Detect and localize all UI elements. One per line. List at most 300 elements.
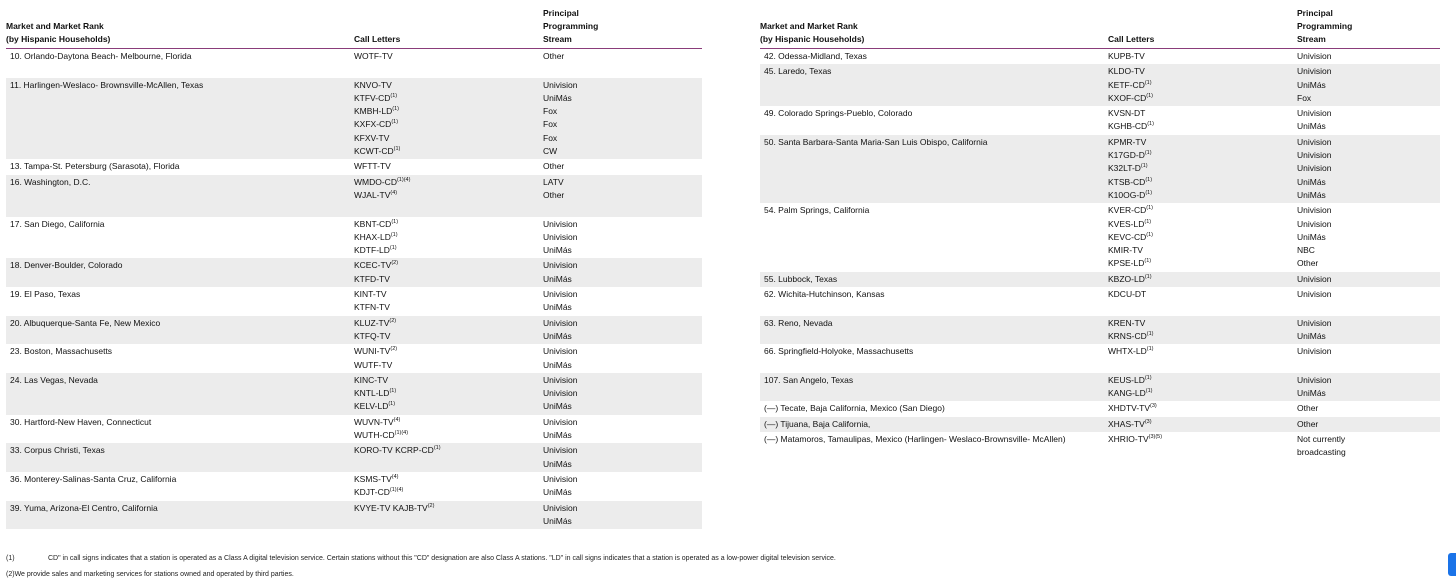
table-row (760, 135, 1440, 203)
call-letters-line (354, 50, 543, 63)
call-letters-cell (1108, 136, 1297, 202)
stream-value: Univision (1297, 289, 1332, 300)
call-sign: KLDO-TV (1108, 66, 1145, 77)
call-letters-line (1108, 231, 1297, 244)
footnote-ref: (1) (1144, 79, 1152, 86)
stream-value: UniMás (1297, 79, 1326, 90)
call-letters-line (354, 118, 543, 131)
stream-value: Other (543, 161, 565, 172)
footnote-ref: (1)(4) (389, 487, 404, 494)
stream-value: Univision (543, 289, 578, 300)
table-row (760, 432, 1440, 461)
call-sign: KXFX-CD (354, 119, 392, 130)
footnote-ref: (1) (1140, 163, 1148, 170)
call-sign: K32LT-D (1108, 163, 1141, 174)
stream-value: UniMás (1297, 176, 1326, 187)
call-sign: KTFQ-TV (354, 330, 391, 341)
call-sign: KPMR-TV (1108, 136, 1147, 147)
call-sign: KDTF-LD (354, 245, 390, 256)
spacer-line (1108, 359, 1297, 372)
stream-cell (543, 416, 578, 443)
call-letters-line (354, 218, 543, 231)
table-body (760, 49, 1440, 461)
call-letters-line (1108, 189, 1297, 202)
call-letters-line (1108, 218, 1297, 231)
stream-cell (1297, 433, 1346, 460)
call-letters-cell (354, 345, 543, 372)
call-letters-cell (1108, 65, 1297, 105)
call-sign: KETF-CD (1108, 79, 1145, 90)
call-sign: KGHB-CD (1108, 121, 1148, 132)
scroll-corner-button[interactable] (1448, 553, 1456, 576)
market-cell (6, 79, 354, 159)
call-letters-line (1108, 50, 1297, 63)
footnote-ref: (1) (433, 445, 441, 452)
call-sign: KLUZ-TV (354, 317, 390, 328)
market-name: 30. Hartford-New Haven, Connecticut (10, 416, 152, 427)
call-letters-line (354, 444, 543, 457)
footnote-ref: (1) (1146, 92, 1153, 99)
stream-cell (543, 79, 578, 159)
call-letters-line (354, 288, 543, 301)
call-sign: XHRIO-TV (1108, 434, 1149, 445)
market-cell (6, 176, 354, 216)
table-row (6, 159, 702, 174)
call-letters-line (354, 330, 543, 343)
call-letters-cell (1108, 317, 1297, 344)
call-letters-line (1108, 433, 1297, 446)
call-letters-cell (1108, 345, 1297, 372)
table-row (6, 415, 702, 444)
footnote-ref: (1) (1144, 218, 1152, 225)
call-letters-cell (354, 288, 543, 315)
market-name: (—) Matamoros, Tamaulipas, Mexico (Harlingen- Weslaco-Brownsville- McAllen) (764, 434, 1066, 445)
call-letters-cell (1108, 433, 1297, 460)
call-sign: KBZO-LD (1108, 273, 1145, 284)
stations-table-right (760, 10, 1440, 461)
stream-value: Other (1297, 403, 1319, 414)
call-sign: XHDTV-TV (1108, 403, 1151, 414)
call-letters-line (354, 132, 543, 145)
call-letters-cell (354, 50, 543, 77)
call-letters-line (1108, 162, 1297, 175)
stream-value: UniMás (543, 458, 572, 469)
footnote-ref: (1) (391, 218, 399, 225)
stream-cell (1297, 273, 1332, 286)
table-row (6, 287, 702, 316)
stream-value: Univision (543, 374, 578, 385)
stream-value: Other (1297, 418, 1319, 429)
market-name: 24. Las Vegas, Nevada (10, 374, 98, 385)
call-sign: KDCU-DT (1108, 289, 1147, 300)
market-cell (760, 65, 1108, 105)
footnote-ref: (1)(4) (396, 176, 411, 183)
stream-value: Univision (1297, 218, 1332, 229)
market-cell (6, 473, 354, 500)
call-sign: WUTF-TV (354, 359, 393, 370)
stream-value: Univision (1297, 51, 1332, 61)
stream-cell (543, 259, 578, 286)
table-row (760, 203, 1440, 271)
call-letters-cell (354, 317, 543, 344)
table-row (6, 373, 702, 415)
call-letters-cell (1108, 374, 1297, 401)
header-stream: Principal Programming Stream (1297, 8, 1353, 44)
stream-cell (543, 317, 578, 344)
market-cell (6, 374, 354, 414)
table-row (6, 501, 702, 530)
table-row (760, 287, 1440, 316)
header-call-letters: Call Letters (354, 34, 401, 44)
call-letters-line (1108, 387, 1297, 400)
stream-value: UniMás (543, 359, 572, 370)
stream-value: Univision (543, 317, 578, 328)
market-cell (760, 317, 1108, 344)
footnote-text: CD" in call signs indicates that a station is operated as a Class A digital television service. Certain stations without this "CD" designation are also Class A stations. "LD" in call signs indicates that a station is operated as a low-power digital television service. (48, 555, 836, 562)
stream-value: CW (543, 146, 558, 157)
stream-cell (543, 288, 578, 315)
market-name: 19. El Paso, Texas (10, 289, 81, 300)
market-cell (760, 273, 1108, 286)
stream-cell (1297, 50, 1332, 63)
call-sign: KNVO-TV (354, 79, 392, 90)
call-sign: WMDO-CD (354, 176, 397, 187)
call-sign: KINT-TV (354, 289, 387, 300)
footnote-ref: (1) (1145, 176, 1153, 183)
call-sign: KELV-LD (354, 401, 389, 412)
footnote-ref: (1) (389, 245, 397, 252)
stream-value: Univision (1297, 108, 1332, 119)
footnote-ref: (1) (1145, 189, 1153, 196)
stream-value: Univision (543, 473, 578, 484)
table-row (6, 175, 702, 217)
market-name: (—) Tecate, Baja California, Mexico (San Diego) (764, 403, 945, 414)
stream-value: LATV (543, 176, 564, 187)
stream-value: Fox (1297, 92, 1312, 103)
call-letters-line (354, 416, 543, 429)
stream-value: UniMás (543, 401, 572, 412)
table-row (760, 344, 1440, 373)
footnote-ref: (4) (391, 473, 399, 480)
stream-cell (1297, 345, 1332, 372)
call-sign: KTFV-CD (354, 92, 391, 103)
call-letters-line (1108, 345, 1297, 358)
market-name: 55. Lubbock, Texas (764, 273, 838, 284)
market-name: 62. Wichita-Hutchinson, Kansas (764, 289, 885, 300)
market-name: 66. Springfield-Holyoke, Massachusetts (764, 346, 914, 357)
market-cell (760, 345, 1108, 372)
call-letters-line (354, 374, 543, 387)
market-name: 33. Corpus Christi, Texas (10, 445, 105, 456)
call-letters-cell (354, 259, 543, 286)
header-call-letters: Call Letters (1108, 34, 1155, 44)
market-name: 16. Washington, D.C. (10, 176, 91, 187)
call-letters-line (1108, 244, 1297, 257)
table-row (6, 344, 702, 373)
footnote-ref: (1) (1144, 258, 1152, 265)
call-sign: WUNI-TV (354, 346, 391, 357)
market-name: 11. Harlingen-Weslaco- Brownsville-McAllen, Texas (10, 79, 204, 90)
table-row (6, 78, 702, 160)
stream-value: Univision (1297, 346, 1332, 357)
table-row (760, 316, 1440, 345)
market-name: 45. Laredo, Texas (764, 66, 832, 77)
market-name: 63. Reno, Nevada (764, 317, 833, 328)
stream-cell (543, 218, 578, 258)
call-letters-line (354, 259, 543, 272)
call-letters-cell (1108, 50, 1297, 63)
stream-value: UniMás (1297, 189, 1326, 200)
stream-cell (543, 473, 578, 500)
stream-value: Univision (543, 416, 578, 427)
footnote-ref: (1) (1144, 273, 1152, 280)
market-cell (760, 374, 1108, 401)
footnote-ref: (3)(5) (1148, 434, 1163, 441)
market-cell (760, 418, 1108, 431)
stream-cell (1297, 418, 1318, 431)
call-sign: KDJT-CD (354, 487, 390, 498)
stream-cell (543, 502, 578, 529)
stream-cell (543, 345, 578, 372)
market-name: 49. Colorado Springs-Pueblo, Colorado (764, 108, 913, 119)
call-letters-line (1108, 120, 1297, 133)
footnote-ref: (1) (389, 388, 397, 395)
table-row (760, 373, 1440, 402)
call-letters-line (354, 301, 543, 314)
call-letters-line (354, 189, 543, 202)
footnote-ref: (1) (1146, 330, 1154, 337)
footnote-ref: (1) (1147, 121, 1154, 128)
footnote-1 (6, 555, 836, 562)
market-name: 10. Orlando-Daytona Beach- Melbourne, Florida (10, 51, 192, 61)
market-cell (6, 160, 354, 173)
call-letters-cell (1108, 288, 1297, 315)
stream-value: Fox (543, 132, 558, 143)
call-letters-line (354, 473, 543, 486)
spacer-line (543, 202, 564, 215)
call-sign: KFXV-TV (354, 132, 390, 143)
call-sign: KTFN-TV (354, 302, 390, 313)
market-name: 42. Odessa-Midland, Texas (764, 51, 867, 61)
table-row (760, 272, 1440, 287)
call-sign: KNTL-LD (354, 388, 390, 399)
table-row (6, 49, 702, 78)
footnote-ref: (1) (391, 119, 399, 126)
stream-value: UniMás (543, 330, 572, 341)
stream-value: Univision (1297, 317, 1332, 328)
stream-cell (1297, 107, 1332, 134)
footnote-ref: (1) (390, 231, 398, 238)
call-sign: KTSB-CD (1108, 176, 1146, 187)
call-sign: KBNT-CD (354, 218, 392, 229)
stream-value: UniMás (543, 487, 572, 498)
call-sign: KMIR-TV (1108, 245, 1143, 256)
call-sign: KVES-LD (1108, 218, 1145, 229)
call-letters-line (354, 79, 543, 92)
stream-cell (1297, 317, 1332, 344)
table-row (760, 106, 1440, 135)
market-name: 36. Monterey-Salinas-Santa Cruz, California (10, 473, 177, 484)
stream-value: UniMás (1297, 121, 1326, 132)
call-letters-cell (354, 416, 543, 443)
call-sign: KRNS-CD (1108, 330, 1147, 341)
market-name: 20. Albuquerque-Santa Fe, New Mexico (10, 317, 161, 328)
call-sign: KREN-TV (1108, 317, 1146, 328)
stream-value: Univision (1297, 205, 1332, 216)
stream-value: UniMás (1297, 231, 1326, 242)
market-cell (760, 107, 1108, 134)
spacer-line (543, 63, 564, 76)
market-name: 39. Yuma, Arizona-El Centro, California (10, 502, 158, 513)
footnote-ref: (1) (1144, 150, 1152, 157)
footnote-ref: (3) (1150, 403, 1157, 410)
stream-cell (1297, 65, 1332, 105)
market-name: 17. San Diego, California (10, 218, 105, 229)
call-letters-line (354, 515, 543, 528)
footnote-ref: (2) (390, 346, 398, 353)
stream-value: NBC (1297, 245, 1315, 256)
table-row (760, 49, 1440, 64)
footnote-ref: (1) (393, 146, 401, 153)
call-sign: K17GD-D (1108, 150, 1145, 161)
call-sign: KTFD-TV (354, 273, 390, 284)
call-sign: WUTH-CD (354, 430, 395, 441)
stream-value: Univision (1297, 273, 1332, 284)
call-sign: KORO-TV KCRP-CD (354, 445, 434, 456)
call-letters-line (1108, 79, 1297, 92)
call-letters-line (354, 145, 543, 158)
table-row (6, 443, 702, 472)
call-letters-line (1108, 176, 1297, 189)
call-sign: WJAL-TV (354, 189, 391, 200)
footnote-ref: (1) (392, 106, 399, 113)
footnote-ref: (1)(4) (394, 430, 409, 437)
stream-value: UniMás (543, 515, 572, 526)
stream-cell (543, 176, 564, 216)
stations-table-left (6, 10, 702, 529)
stream-value: Univision (543, 502, 578, 513)
table-body (6, 49, 702, 529)
call-sign: KVYE-TV KAJB-TV (354, 502, 428, 513)
call-sign: KXOF-CD (1108, 92, 1147, 103)
call-sign: KVER-CD (1108, 205, 1147, 216)
market-cell (6, 50, 354, 77)
market-cell (760, 204, 1108, 270)
call-sign: KSMS-TV (354, 473, 392, 484)
stream-value: Univision (543, 388, 578, 399)
stream-value: Univision (543, 218, 578, 229)
stream-value: Other (1297, 258, 1319, 269)
header-stream: Principal Programming Stream (543, 8, 599, 44)
call-letters-line (1108, 136, 1297, 149)
call-letters-line (1108, 288, 1297, 301)
call-letters-cell (1108, 418, 1297, 431)
market-cell (6, 218, 354, 258)
stream-cell (543, 160, 564, 173)
stream-value: Univision (1297, 136, 1332, 147)
table-header (760, 10, 1440, 49)
call-letters-cell (354, 176, 543, 216)
stream-value: UniMás (1297, 388, 1326, 399)
call-letters-line (1108, 446, 1297, 459)
stream-value: Fox (543, 106, 558, 117)
stream-value: UniMás (543, 430, 572, 441)
call-sign: KEVC-CD (1108, 231, 1147, 242)
footnote-number: (1) (6, 555, 15, 562)
call-letters-cell (354, 79, 543, 159)
table-row (760, 417, 1440, 432)
call-letters-line (354, 231, 543, 244)
header-market: Market and Market Rank (by Hispanic Households) (760, 21, 865, 44)
stream-value: Univision (1297, 150, 1332, 161)
table-row (760, 401, 1440, 416)
call-letters-cell (1108, 107, 1297, 134)
call-sign: KCWT-CD (354, 146, 394, 157)
call-letters-line (1108, 107, 1297, 120)
stream-value: Fox (543, 119, 558, 130)
call-sign: WHTX-LD (1108, 346, 1147, 357)
call-sign: KEUS-LD (1108, 374, 1145, 385)
market-cell (760, 50, 1108, 63)
market-cell (6, 259, 354, 286)
call-letters-line (354, 105, 543, 118)
call-letters-cell (354, 374, 543, 414)
call-sign: XHAS-TV (1108, 418, 1145, 429)
stream-value: UniMás (543, 302, 572, 313)
market-name: 13. Tampa-St. Petersburg (Sarasota), Florida (10, 161, 180, 172)
call-sign: KUPB-TV (1108, 51, 1145, 61)
stream-value: Univision (543, 260, 578, 271)
stream-value: Univision (543, 231, 578, 242)
call-letters-line (354, 429, 543, 442)
call-letters-line (1108, 257, 1297, 270)
market-name: 18. Denver-Boulder, Colorado (10, 260, 123, 271)
call-letters-line (354, 486, 543, 499)
stream-cell (1297, 204, 1332, 270)
call-letters-line (354, 160, 543, 173)
call-letters-line (354, 92, 543, 105)
stream-cell (1297, 402, 1318, 415)
market-cell (6, 502, 354, 529)
call-sign: WOTF-TV (354, 51, 393, 61)
table-row (6, 217, 702, 259)
call-sign: KVSN-DT (1108, 108, 1146, 119)
footnote-ref: (4) (390, 189, 398, 196)
call-sign: KCEC-TV (354, 260, 392, 271)
stream-value: UniMás (1297, 330, 1326, 341)
market-name: 107. San Angelo, Texas (764, 374, 854, 385)
footnote-ref: (1) (1146, 205, 1153, 212)
footnote-ref: (1) (388, 401, 396, 408)
call-letters-cell (354, 473, 543, 500)
call-sign: K10OG-D (1108, 189, 1146, 200)
spacer-line (1297, 359, 1332, 372)
call-letters-line (354, 458, 543, 471)
footnote-ref: (2) (389, 317, 397, 324)
footnote-ref: (1) (1146, 346, 1154, 353)
stream-value: UniMás (543, 273, 572, 284)
stream-value: Not currently (1297, 434, 1346, 445)
footnote-number: (2) (6, 571, 15, 578)
stream-value: Univision (543, 445, 578, 456)
stream-value: Univision (1297, 163, 1332, 174)
call-letters-cell (354, 444, 543, 471)
stream-value: Other (543, 189, 565, 200)
market-cell (760, 402, 1108, 415)
stream-cell (1297, 136, 1332, 202)
call-letters-line (1108, 330, 1297, 343)
stream-value: broadcasting (1297, 447, 1346, 458)
